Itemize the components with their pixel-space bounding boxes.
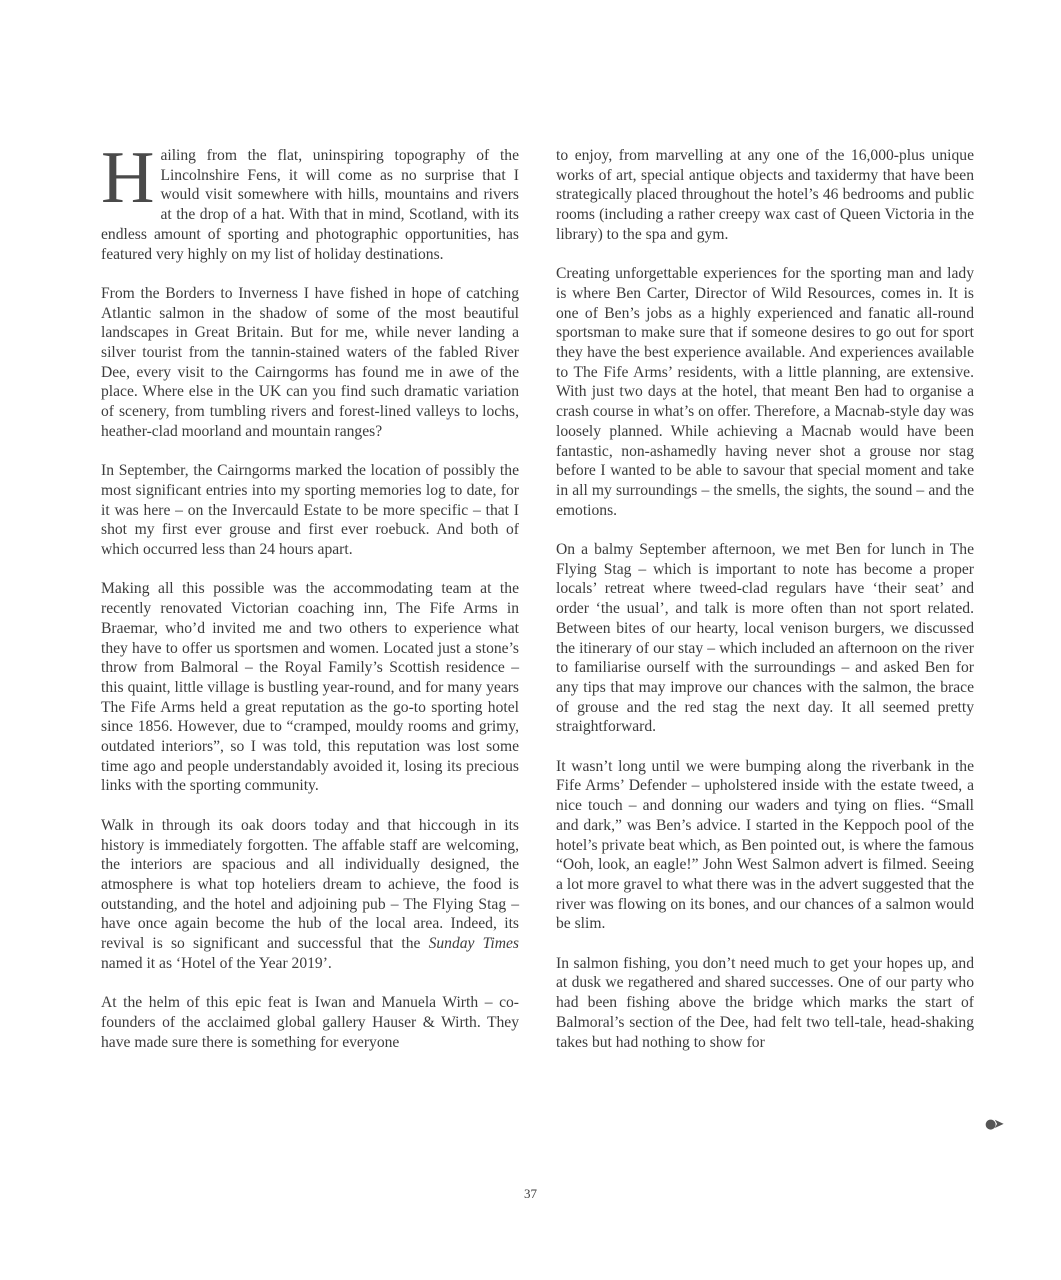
- paragraph-8: Creating unforgettable experiences for the sporting man and lady is where Ben Carter, Director of Wild Resources, comes in. It is one of Ben’s jobs as a highly experienced and fanatic all-round sportsman to make sure that if someone desires to go out for sport they have the best experience available. And experiences available to The Fife Arms’ residents, with a little planning, are extensive. With just two days at the hotel, that meant Ben had to organise a crash course in what’s on offer. Therefore, a Macnab-style day was loosely planned. While achieving a Macnab would have been fantastic, non-ashamedly having never shot a grouse nor stag before I wanted to be able to savour that special moment and take in all my surroundings – the smells, the sights, the sound – and the emotions.: [556, 265, 974, 519]
- paragraph-7: to enjoy, from marvelling at any one of the 16,000-plus unique works of art, special antique objects and taxidermy that have been strategically placed throughout the hotel’s 46 bedrooms and public rooms (including a rather creepy wax cast of Queen Victoria in the library) to the spa and gym.: [556, 147, 974, 243]
- paragraph-1-text: ailing from the flat, uninspiring topography of the Lincolnshire Fens, it will come as no surprise that I would visit somewhere with hills, mountains and rivers at the drop of a hat. With that in mind, Scotland, with its endless amount of sporting and photographic opportunities, has featured very highly on my list of holiday destinations.: [101, 147, 519, 263]
- page-number: 37: [524, 1186, 537, 1201]
- publication-title: Sunday Times: [428, 935, 520, 953]
- paragraph-5-text-b: named it as ‘Hotel of the Year 2019’.: [101, 954, 332, 972]
- paragraph-3: In September, the Cairngorms marked the location of possibly the most significant entries into my sporting memories log to date, for it was here – on the Invercauld Estate to be more specific – that I shot my first ever grouse and first ever roebuck. And both of which occurred less than 24 hours apart.: [101, 462, 519, 559]
- continue-arrow-icon: ●➤: [985, 1117, 1002, 1132]
- paragraph-5-text-a: Walk in through its oak doors today and that hiccough in its history is immediately forgotten. The affable staff are welcoming, the interiors are spacious and all individually designed, the atmosphere is what top hoteliers dream to achieve, the food is outstanding, and the hotel and adjoining pub – The Flying Stag – have once again become the hub of the local area. Indeed, its revival is so significant and successful that the: [101, 816, 519, 953]
- paragraph-9: On a balmy September afternoon, we met Ben for lunch in The Flying Stag – which is important to note has become a proper locals’ retreat where tweed-clad regulars have ‘their seat’ and order ‘the usual’, and talk is more often than not sport related. Between bites of our hearty, local venison burgers, we discussed the itinerary of our stay – which included an afternoon on the river to familiarise ourself with the surroundings – and asked Ben for any tips that may improve our chances with the salmon, the brace of grouse and the red stag the next day. It all seemed pretty straightforward.: [556, 541, 974, 736]
- paragraph-4: Making all this possible was the accommodating team at the recently renovated Victorian coaching inn, The Fife Arms in Braemar, who’d invited me and two others to experience what they have to offer us sportsmen and women. Located just a stone’s throw from Balmoral – the Royal Family’s Scottish residence – this quaint, little village is bustling year-round, and for many years The Fife Arms held a great reputation as the go-to sporting hotel since 1856. However, due to “cramped, mouldy rooms and grimy, outdated interiors”, so I was told, this reputation was lost some time ago and people understandably avoided it, losing its precious links with the sporting community.: [101, 580, 519, 795]
- paragraph-2: From the Borders to Inverness I have fished in hope of catching Atlantic salmon in the shadow of some of the most beautiful landscapes in Great Britain. But for me, while never landing a silver tourist from the tannin-stained waters of the fabled River Dee, every visit to the Cairngorms has found me in awe of the place. Where else in the UK can you find such dramatic variation of scenery, from tumbling rivers and forest-lined valleys to lochs, heather-clad moorland and mountain ranges?: [101, 284, 519, 440]
- right-column: [556, 146, 974, 1052]
- paragraph-10: It wasn’t long until we were bumping along the riverbank in the Fife Arms’ Defender – upholstered inside with the estate tweed, a nice touch – and donning our waders and tying on flies. “Small and dark,” was Ben’s advice. I started in the Keppoch pool of the hotel’s private beat which, as Ben pointed out, is where the famous “Ooh, look, an eagle!” John West Salmon advert is filmed. Seeing a lot more gravel to what there was in the advert suggested that the river was flowing on its bones, and our chances of a salmon would be slim.: [556, 757, 974, 933]
- paragraph-5: [101, 816, 519, 974]
- paragraph-6: At the helm of this epic feat is Iwan and Manuela Wirth – co-founders of the acclaimed global gallery Hauser & Wirth. They have made sure there is something for everyone: [101, 994, 519, 1051]
- paragraph-1: [101, 137, 519, 264]
- drop-cap: H: [101, 137, 155, 219]
- left-column: [101, 137, 520, 1052]
- paragraph-11: In salmon fishing, you don’t need much to get your hopes up, and at dusk we regathered and shared successes. One of our party who had been fishing above the bridge which marks the start of Balmoral’s section of the Dee, had felt two tell-tale, head-shaking takes but had nothing to show for: [556, 954, 974, 1051]
